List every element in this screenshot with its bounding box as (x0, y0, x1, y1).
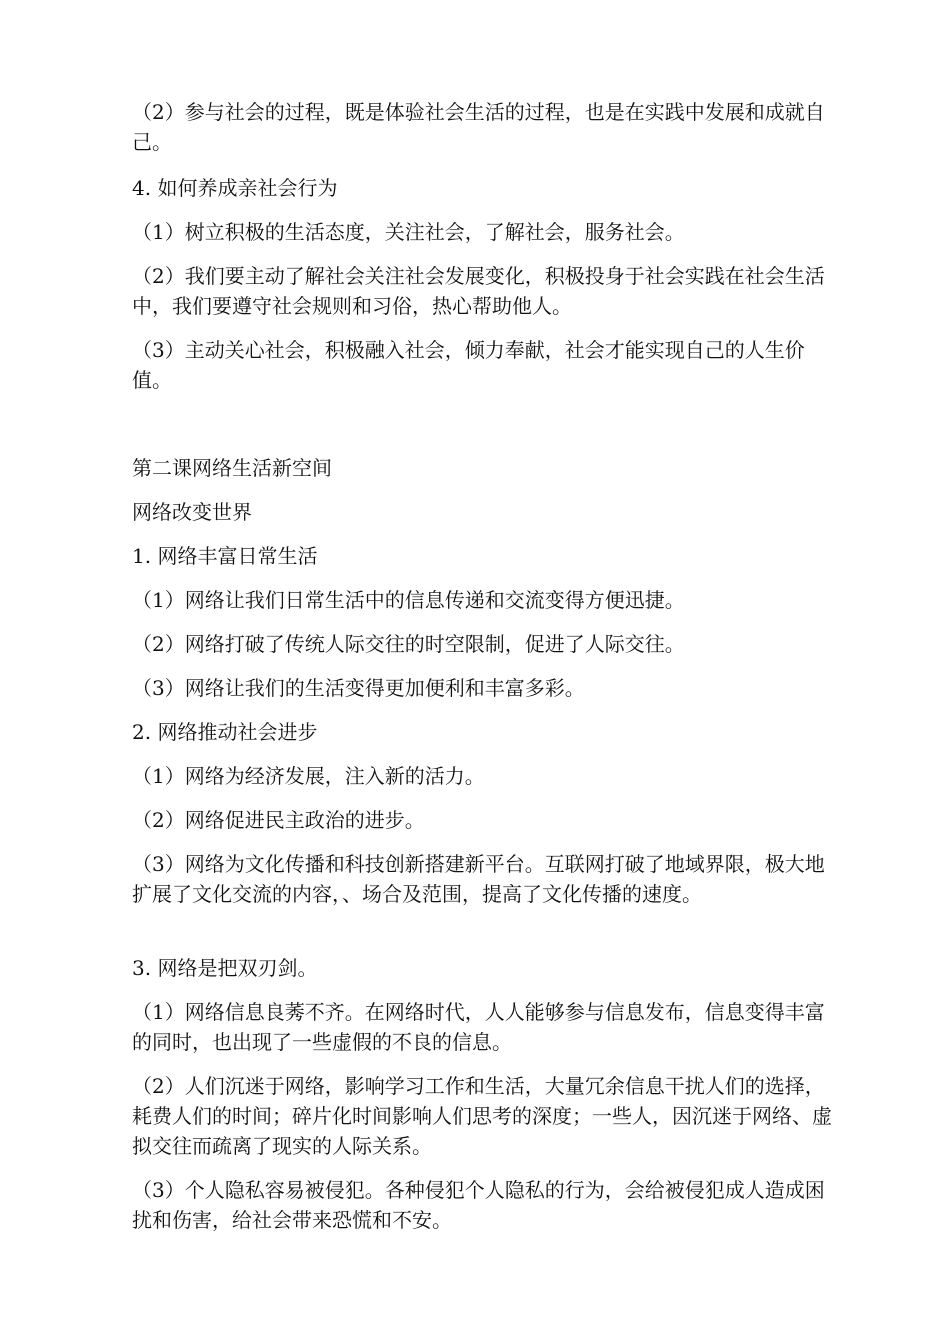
paragraph-participation-process: （2）参与社会的过程，既是体验社会生活的过程，也是在实践中发展和成就自己。 (132, 100, 825, 154)
paragraph-prosocial-3: （3）主动关心社会，积极融入社会，倾力奉献，社会才能实现自己的人生价值。 (132, 338, 805, 392)
heading-double-edged: 3. 网络是把双刃剑。 (132, 956, 318, 980)
paragraph-daily-life-3: （3）网络让我们的生活变得更加便利和丰富多彩。 (132, 676, 585, 700)
paragraph-daily-life-1: （1）网络让我们日常生活中的信息传递和交流变得方便迅捷。 (132, 588, 685, 612)
paragraph-social-progress-1: （1）网络为经济发展，注入新的活力。 (132, 764, 485, 788)
heading-daily-life: 1. 网络丰富日常生活 (132, 544, 318, 568)
section-title: 网络改变世界 (132, 500, 252, 524)
paragraph-prosocial-1: （1）树立积极的生活态度，关注社会，了解社会，服务社会。 (132, 220, 685, 244)
paragraph-social-progress-3: （3）网络为文化传播和科技创新搭建新平台。互联网打破了地域界限，极大地扩展了文化交流的内容，、场合及范围，提高了文化传播的速度。 (132, 852, 825, 906)
paragraph-double-edged-2: （2）人们沉迷于网络，影响学习工作和生活，大量冗余信息干扰人们的选择，耗费人们的时间；碎片化时间影响人们思考的深度；一些人，因沉迷于网络、虚拟交往而疏离了现实的人际关系。 (132, 1074, 832, 1158)
paragraph-double-edged-1: （1）网络信息良莠不齐。在网络时代，人人能够参与信息发布，信息变得丰富的同时，也出现了一些虚假的不良的信息。 (132, 1000, 825, 1054)
heading-social-progress: 2. 网络推动社会进步 (132, 720, 318, 744)
paragraph-prosocial-2: （2）我们要主动了解社会关注社会发展变化，积极投身于社会实践在社会生活中，我们要遵守社会规则和习俗，热心帮助他人。 (132, 264, 825, 318)
heading-prosocial-behavior: 4. 如何养成亲社会行为 (132, 176, 338, 200)
paragraph-double-edged-3: （3）个人隐私容易被侵犯。各种侵犯个人隐私的行为，会给被侵犯成人造成困扰和伤害，给社会带来恐慌和不安。 (132, 1178, 825, 1232)
paragraph-daily-life-2: （2）网络打破了传统人际交往的时空限制，促进了人际交往。 (132, 632, 685, 656)
lesson-title: 第二课网络生活新空间 (132, 456, 332, 480)
paragraph-social-progress-2: （2）网络促进民主政治的进步。 (132, 808, 425, 832)
